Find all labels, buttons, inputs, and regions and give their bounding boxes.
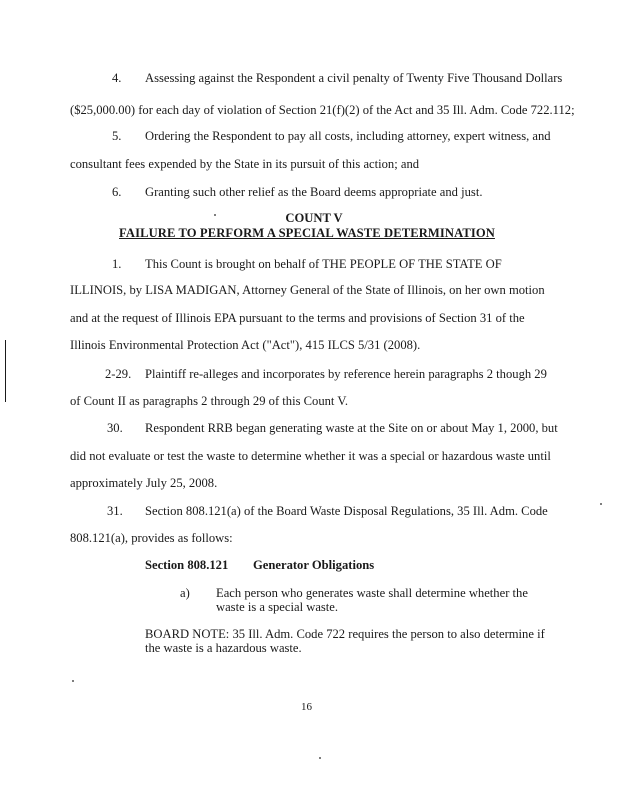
quote-section-heading: Generator Obligations	[253, 558, 375, 572]
item-5-line-1: Ordering the Respondent to pay all costs, including attorney, expert witness, and	[145, 129, 551, 143]
quote-item-line: waste is a special waste.	[216, 600, 339, 614]
item-5-line-2: consultant fees expended by the State in its pursuit of this action; and	[70, 157, 420, 171]
paragraph-2-29-line: of Count II as paragraphs 2 through 29 of this Count V.	[70, 394, 348, 408]
board-note-line: the waste is a hazardous waste.	[145, 641, 302, 655]
margin-change-bar	[5, 340, 6, 402]
scan-speck	[319, 757, 321, 759]
scan-speck	[72, 680, 74, 682]
paragraph-1-line: Illinois Environmental Protection Act ("Act"), 415 ILCS 5/31 (2008).	[70, 338, 421, 352]
item-6-line-1: Granting such other relief as the Board deems appropriate and just.	[145, 185, 483, 199]
paragraph-1-line: ILLINOIS, by LISA MADIGAN, Attorney General of the State of Illinois, on her own motion	[70, 283, 545, 297]
page-number: 16	[301, 701, 312, 713]
paragraph-1-line: This Count is brought on behalf of THE PEOPLE OF THE STATE OF	[145, 257, 502, 271]
quote-item-line: Each person who generates waste shall determine whether the	[216, 586, 528, 600]
paragraph-2-29-line: Plaintiff re-alleges and incorporates by reference herein paragraphs 2 though 29	[145, 367, 547, 381]
count-subtitle: FAILURE TO PERFORM A SPECIAL WASTE DETERMINATION	[119, 226, 495, 240]
paragraph-31-number: 31.	[107, 504, 123, 518]
item-4-line-2: ($25,000.00) for each day of violation of Section 21(f)(2) of the Act and 35 Ill. Adm. Code 722.112;	[70, 103, 575, 117]
board-note-line: BOARD NOTE: 35 Ill. Adm. Code 722 requires the person to also determine if	[145, 627, 545, 641]
paragraph-30-line: did not evaluate or test the waste to determine whether it was a special or hazardous waste until	[70, 449, 551, 463]
scan-speck	[214, 214, 216, 216]
paragraph-2-29-number: 2-29.	[105, 367, 132, 381]
item-4-line-1: Assessing against the Respondent a civil penalty of Twenty Five Thousand Dollars	[145, 71, 563, 85]
item-6-number: 6.	[112, 185, 122, 199]
paragraph-31-line: Section 808.121(a) of the Board Waste Disposal Regulations, 35 Ill. Adm. Code	[145, 504, 548, 518]
item-4-number: 4.	[112, 71, 122, 85]
paragraph-30-line: Respondent RRB began generating waste at the Site on or about May 1, 2000, but	[145, 421, 558, 435]
paragraph-31-line: 808.121(a), provides as follows:	[70, 531, 233, 545]
paragraph-30-number: 30.	[107, 421, 123, 435]
quote-section-number: Section 808.121	[145, 558, 229, 572]
item-5-number: 5.	[112, 129, 122, 143]
count-title: COUNT V	[285, 211, 343, 225]
paragraph-1-line: and at the request of Illinois EPA pursuant to the terms and provisions of Section 31 of the	[70, 311, 525, 325]
scan-speck	[600, 503, 602, 505]
quote-item-label: a)	[180, 586, 190, 600]
paragraph-1-number: 1.	[112, 257, 122, 271]
paragraph-30-line: approximately July 25, 2008.	[70, 476, 218, 490]
